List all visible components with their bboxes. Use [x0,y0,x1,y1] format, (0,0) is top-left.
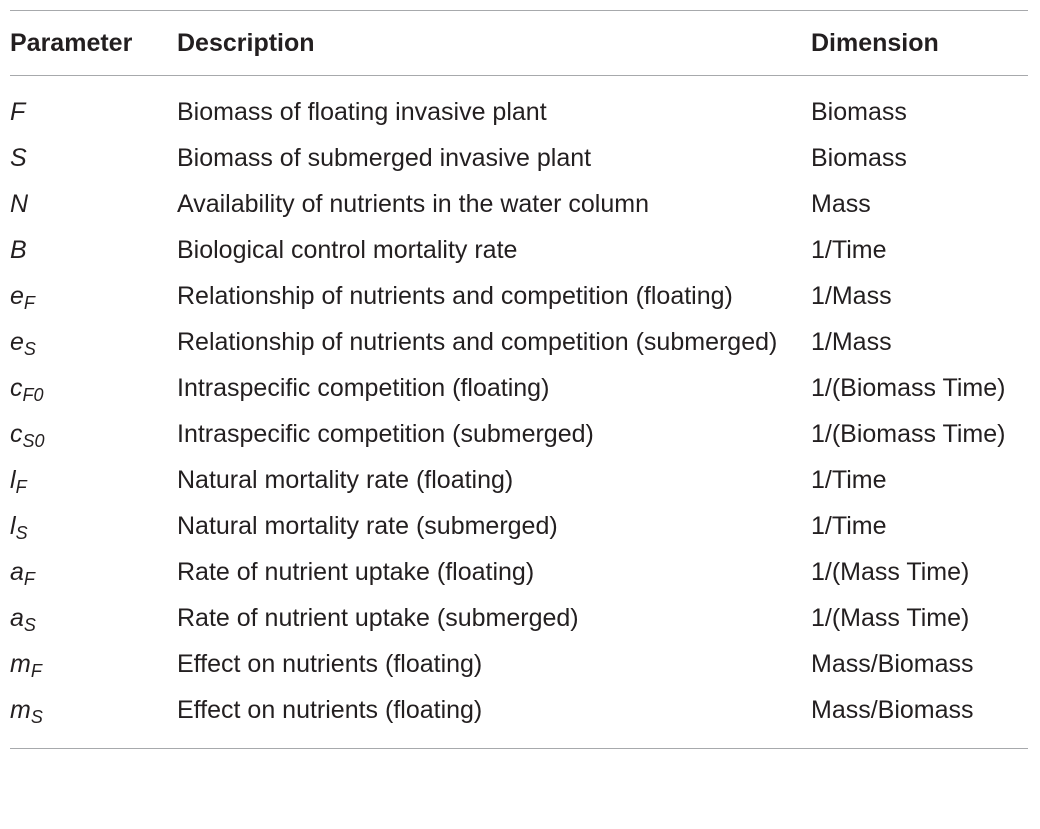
parameter-table [10,10,1028,749]
table-body [10,76,1028,748]
parameter-symbol [10,281,177,311]
parameter-description: Biological control mortality rate [177,236,518,264]
parameter-dimension: 1/Time [811,236,887,264]
parameter-dimension: 1/(Biomass Time) [811,374,1006,402]
parameter-symbol [10,695,177,725]
parameter-symbol [10,511,177,541]
table-row [10,228,1028,274]
symbol-subscript: S [23,339,36,359]
parameter-dimension: 1/(Biomass Time) [811,420,1006,448]
parameter-symbol [10,649,177,679]
symbol-subscript: F [30,661,42,681]
symbol-subscript: S [23,615,36,635]
parameter-symbol [10,557,177,587]
symbol-base: c [10,374,23,402]
parameter-dimension: 1/Time [811,512,887,540]
parameter-symbol [10,373,177,403]
parameter-description: Natural mortality rate (submerged) [177,512,558,540]
table-row [10,642,1028,688]
symbol-base: l [10,466,16,494]
table-header [10,11,1028,75]
parameter-description: Rate of nutrient uptake (floating) [177,558,535,586]
parameter-description: Natural mortality rate (floating) [177,466,514,494]
table-row [10,550,1028,596]
parameter-symbol [10,465,177,495]
header-description: Description [177,28,315,57]
parameter-dimension: Mass [811,190,871,218]
parameter-description: Availability of nutrients in the water column [177,190,649,218]
symbol-base: B [10,236,27,264]
parameter-dimension: 1/Mass [811,328,892,356]
parameter-description: Intraspecific competition (floating) [177,374,550,402]
symbol-base: F [10,98,26,126]
symbol-base: S [10,144,27,172]
symbol-base: m [10,650,31,678]
table-row [10,320,1028,366]
table-row [10,458,1028,504]
parameter-description: Biomass of floating invasive plant [177,98,547,126]
parameter-dimension: 1/(Mass Time) [811,604,970,632]
bottom-rule [10,748,1028,749]
symbol-subscript: S [15,523,28,543]
table-row [10,688,1028,734]
symbol-subscript: S [30,707,43,727]
parameter-dimension: 1/Time [811,466,887,494]
symbol-base: N [10,190,29,218]
symbol-base: a [10,604,24,632]
symbol-base: a [10,558,24,586]
parameter-dimension: Biomass [811,144,907,172]
symbol-base: e [10,328,24,356]
parameter-dimension: Mass/Biomass [811,696,974,724]
parameter-dimension: Mass/Biomass [811,650,974,678]
table-row [10,596,1028,642]
parameter-description: Effect on nutrients (floating) [177,650,483,678]
symbol-base: c [10,420,23,448]
table-row [10,136,1028,182]
table-row [10,274,1028,320]
table-row [10,366,1028,412]
parameter-dimension: Biomass [811,98,907,126]
parameter-symbol [10,97,177,127]
symbol-base: e [10,282,24,310]
symbol-subscript: S0 [22,431,45,451]
symbol-base: l [10,512,16,540]
parameter-symbol [10,189,177,219]
parameter-description: Rate of nutrient uptake (submerged) [177,604,579,632]
parameter-dimension: 1/(Mass Time) [811,558,970,586]
symbol-subscript: F [23,293,35,313]
parameter-symbol [10,235,177,265]
parameter-description: Intraspecific competition (submerged) [177,420,594,448]
parameter-symbol [10,327,177,357]
table-row [10,412,1028,458]
parameter-description: Biomass of submerged invasive plant [177,144,592,172]
parameter-description: Relationship of nutrients and competition (floating) [177,282,733,310]
symbol-subscript: F [15,477,27,497]
header-parameter: Parameter [10,28,133,57]
parameter-description: Effect on nutrients (floating) [177,696,483,724]
table-row [10,90,1028,136]
symbol-base: m [10,696,31,724]
parameter-dimension: 1/Mass [811,282,892,310]
symbol-subscript: F [23,569,35,589]
parameter-symbol [10,143,177,173]
header-dimension: Dimension [811,28,939,57]
parameter-description: Relationship of nutrients and competition (submerged) [177,328,778,356]
parameter-symbol [10,419,177,449]
parameter-symbol [10,603,177,633]
symbol-subscript: F0 [22,385,44,405]
table-row [10,504,1028,550]
table-row [10,182,1028,228]
